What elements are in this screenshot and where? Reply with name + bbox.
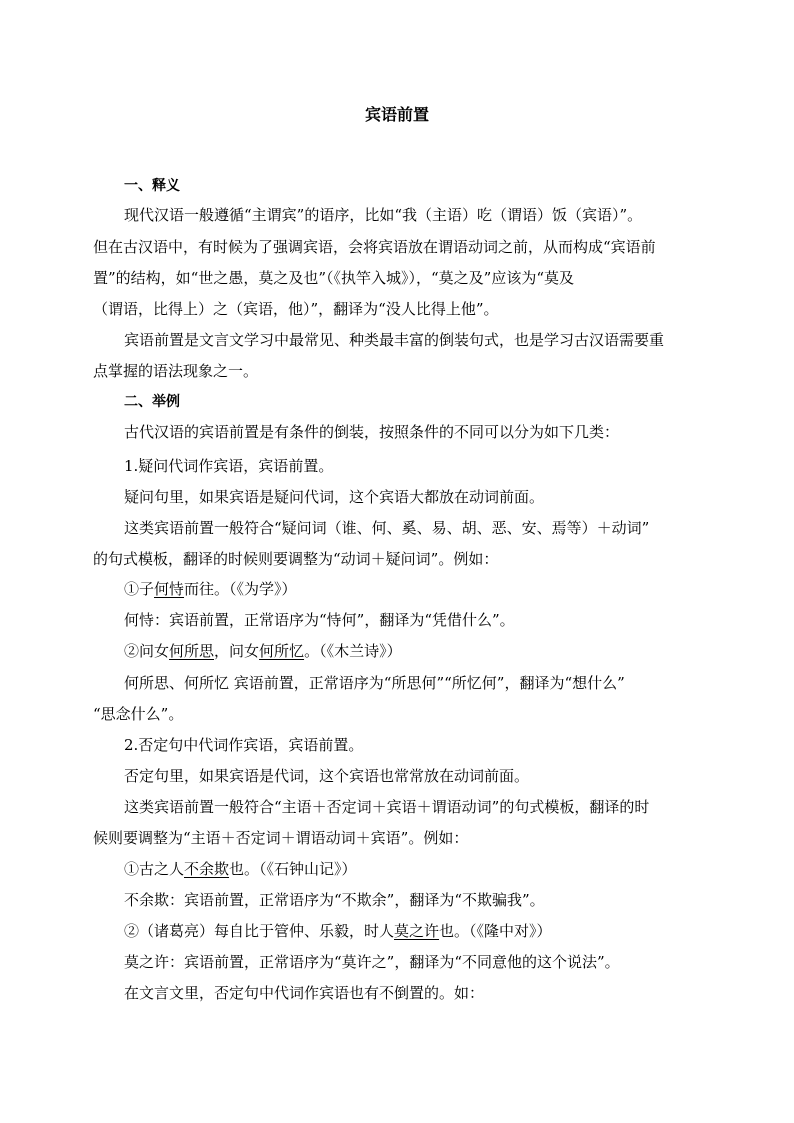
example-note: 莫之许：宾语前置，正常语序为“莫许之”，翻译为“不同意他的这个说法”。 <box>124 953 620 971</box>
section-heading-definition: 一、释义 <box>124 178 180 194</box>
paragraph-line: 现代汉语一般遵循“主谓宾”的语序，比如“我（主语）吃（谓语）饭（宾语）”。 <box>124 206 643 224</box>
paragraph-line: （谓语，比得上）之（宾语，他）”，翻译为“没人比得上他”。 <box>93 300 499 318</box>
example-sentence <box>124 641 402 661</box>
underlined-phrase: 何恃 <box>154 580 185 598</box>
example-text: ，问女 <box>214 642 260 660</box>
example-sentence <box>124 859 357 879</box>
paragraph-line: 的句式模板，翻译的时候则要调整为“动词＋疑问词”。例如： <box>93 550 499 568</box>
paragraph-line: 宾语前置是文言文学习中最常见、种类最丰富的倒装句式，也是学习古汉语需要重 <box>124 331 665 349</box>
example-note: “思念什么”。 <box>93 705 184 723</box>
paragraph-line: 但在古汉语中，有时候为了强调宾语，会将宾语放在谓语动词之前，从而构成“宾语前 <box>93 238 656 256</box>
paragraph-line: 疑问句里，如果宾语是疑问代词，这个宾语大都放在动词前面。 <box>124 488 545 506</box>
underlined-phrase: 不余欺 <box>184 860 230 878</box>
paragraph-line: 点掌握的语法现象之一。 <box>93 362 259 380</box>
page-title: 宾语前置 <box>364 105 429 124</box>
example-text: ①古之人 <box>124 860 185 878</box>
example-text: ①子 <box>124 580 155 598</box>
paragraph-line: 这类宾语前置一般符合“主语＋否定词＋宾语＋谓语动词”的句式模板，翻译的时 <box>124 798 650 816</box>
underlined-phrase: 何所忆 <box>259 642 305 660</box>
example-sentence <box>124 921 552 941</box>
paragraph-line: 古代汉语的宾语前置是有条件的倒装，按照条件的不同可以分为如下几类： <box>124 423 620 441</box>
paragraph-line: 否定句里，如果宾语是代词，这个宾语也常常放在动词前面。 <box>124 767 530 785</box>
example-text: 。（《木兰诗》） <box>304 642 402 660</box>
example-note: 何恃：宾语前置，正常语序为“恃何”，翻译为“凭借什么”。 <box>124 611 515 629</box>
example-text: 而往。（《为学》） <box>184 580 297 598</box>
example-text: ②问女 <box>124 642 170 660</box>
paragraph-line: 置”的结构，如“世之愚，莫之及也”（《执竿入城》），“莫之及”应该为“莫及 <box>93 269 575 287</box>
example-text: 也。（《石钟山记》） <box>229 860 357 878</box>
category-title: 1.疑问代词作宾语，宾语前置。 <box>124 457 334 475</box>
example-text: ②（诸葛亮）每自比于管仲、乐毅，时人 <box>124 922 395 940</box>
example-sentence <box>124 579 297 599</box>
underlined-phrase: 何所思 <box>169 642 215 660</box>
underlined-phrase: 莫之许 <box>394 922 440 940</box>
example-text: 也。（《隆中对》） <box>439 922 552 940</box>
paragraph-line: 这类宾语前置一般符合“疑问词（谁、何、奚、易、胡、恶、安、焉等）＋动词” <box>124 519 650 537</box>
section-heading-examples: 二、举例 <box>124 394 180 410</box>
category-title: 2.否定句中代词作宾语，宾语前置。 <box>124 736 364 754</box>
example-note: 何所思、何所忆 宾语前置，正常语序为“所思何”“所忆何”，翻译为“想什么” <box>124 674 625 692</box>
paragraph-line: 在文言文里，否定句中代词作宾语也有不倒置的。如： <box>124 984 485 1002</box>
example-note: 不余欺：宾语前置，正常语序为“不欺余”，翻译为“不欺骗我”。 <box>124 891 545 909</box>
paragraph-line: 候则要调整为“主语＋否定词＋谓语动词＋宾语”。例如： <box>93 829 469 847</box>
